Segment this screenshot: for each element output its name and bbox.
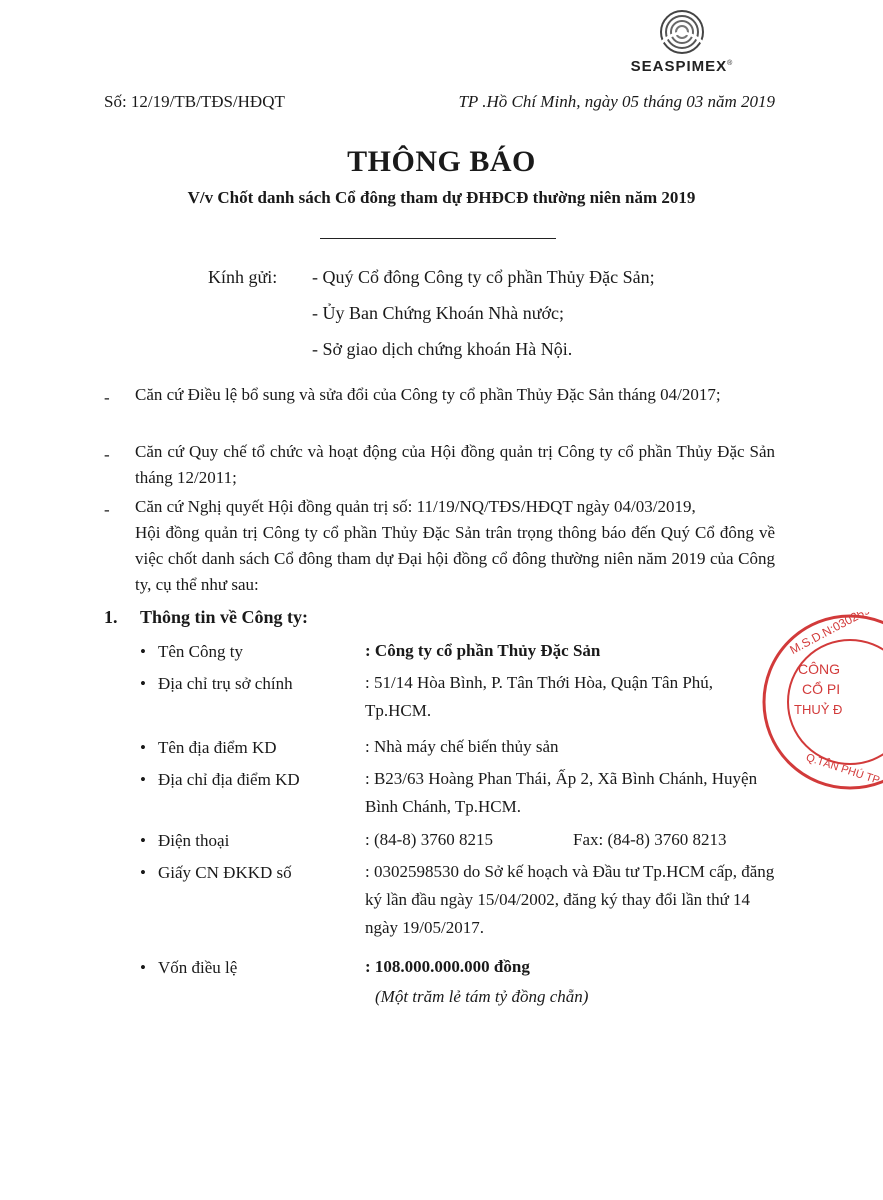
list-dash: - bbox=[104, 500, 110, 519]
logo-text: SEASPIMEX bbox=[630, 58, 728, 75]
section-title: Thông tin về Công ty: bbox=[140, 607, 309, 627]
title-divider bbox=[320, 238, 556, 239]
document-subtitle: V/v Chốt danh sách Cổ đông tham dự ĐHĐCĐ thường niên năm 2019 bbox=[187, 188, 696, 207]
list-dash: - bbox=[104, 388, 110, 407]
basis-item: Căn cứ Điều lệ bổ sung và sửa đổi của Công ty cổ phần Thủy Đặc Sản tháng 04/2017; bbox=[135, 385, 721, 404]
info-label: • Địa chỉ địa điểm KD bbox=[140, 770, 300, 789]
info-label: • Địa chỉ trụ sở chính bbox=[140, 674, 293, 693]
basis-item: Căn cứ Nghị quyết Hội đồng quản trị số: 11/19/NQ/TĐS/HĐQT ngày 04/03/2019, bbox=[135, 497, 696, 516]
reference-number: Số: 12/19/TB/TĐS/HĐQT bbox=[104, 92, 285, 111]
info-label: • Điện thoại bbox=[140, 831, 230, 850]
recipients-label: Kính gửi: bbox=[208, 267, 278, 287]
company-name-value: : Công ty cổ phần Thủy Đặc Sản bbox=[365, 641, 601, 660]
business-location-value: : Nhà máy chế biến thủy sản bbox=[365, 737, 559, 756]
charter-capital-value: : 108.000.000.000 đồng bbox=[365, 957, 530, 976]
stamp-line: THUỶ Đ bbox=[794, 702, 843, 717]
recipient-item: - Quý Cổ đông Công ty cổ phần Thủy Đặc Sản; bbox=[312, 267, 655, 287]
seaspimex-logo-icon bbox=[654, 8, 710, 56]
bullet-icon: • bbox=[140, 642, 146, 661]
recipient-item: - Ủy Ban Chứng Khoán Nhà nước; bbox=[312, 303, 564, 323]
registered-mark: ® bbox=[727, 60, 734, 67]
company-seal-icon bbox=[760, 612, 883, 792]
info-label: • Vốn điều lệ bbox=[140, 958, 238, 977]
info-label: • Tên địa điểm KD bbox=[140, 738, 277, 757]
stamp-line: CỔ PI bbox=[802, 681, 841, 697]
bullet-icon: • bbox=[140, 831, 146, 850]
bullet-icon: • bbox=[140, 958, 146, 977]
head-office-value: : 51/14 Hòa Bình, P. Tân Thới Hòa, Quận Tân Phú, Tp.HCM. bbox=[365, 673, 714, 720]
stamp-line: CÔNG bbox=[798, 661, 840, 677]
recipient-item: - Sở giao dịch chứng khoán Hà Nội. bbox=[312, 339, 573, 359]
basis-item: Căn cứ Quy chế tổ chức và hoạt động của Hội đồng quản trị Công ty cổ phần Thủy Đặc Sản tháng 12/2011; bbox=[135, 442, 775, 487]
info-label: • Giấy CN ĐKKD số bbox=[140, 863, 292, 882]
charter-capital-words: (Một trăm lẻ tám tỷ đồng chẵn) bbox=[375, 987, 589, 1006]
section-number: 1. bbox=[104, 607, 118, 627]
intro-paragraph: Hội đồng quản trị Công ty cổ phần Thủy Đặc Sản trân trọng thông báo đến Quý Cổ đông về việc chốt danh sách Cổ đông tham dự Đại hội đồng cổ đông thường niên năm 2019 của Công ty, cụ thể như sau: bbox=[135, 523, 775, 594]
document-title: THÔNG BÁO bbox=[347, 145, 536, 178]
company-logo bbox=[612, 8, 752, 78]
stamp-ring-text: M.S.D.N:030259 bbox=[787, 612, 873, 657]
place-date: TP .Hồ Chí Minh, ngày 05 tháng 03 năm 2019 bbox=[458, 92, 775, 111]
fax-value: Fax: (84-8) 3760 8213 bbox=[573, 830, 727, 849]
bullet-icon: • bbox=[140, 738, 146, 757]
stamp-bottom-text: Q.TÂN PHÚ TP bbox=[804, 751, 882, 787]
company-stamp bbox=[760, 612, 883, 792]
bullet-icon: • bbox=[140, 863, 146, 882]
phone-value: : (84-8) 3760 8215 Fax: (84-8) 3760 8213 bbox=[365, 826, 777, 854]
bullet-icon: • bbox=[140, 770, 146, 789]
business-address-value: : B23/63 Hoàng Phan Thái, Ấp 2, Xã Bình Chánh, Huyện Bình Chánh, Tp.HCM. bbox=[365, 769, 758, 816]
list-dash: - bbox=[104, 445, 110, 464]
business-registration-value: : 0302598530 do Sở kế hoạch và Đầu tư Tp.HCM cấp, đăng ký lần đầu ngày 15/04/2002, đăng ký thay đổi lần thứ 14 ngày 19/05/2017. bbox=[365, 862, 775, 937]
info-label: • Tên Công ty bbox=[140, 642, 243, 661]
bullet-icon: • bbox=[140, 674, 146, 693]
